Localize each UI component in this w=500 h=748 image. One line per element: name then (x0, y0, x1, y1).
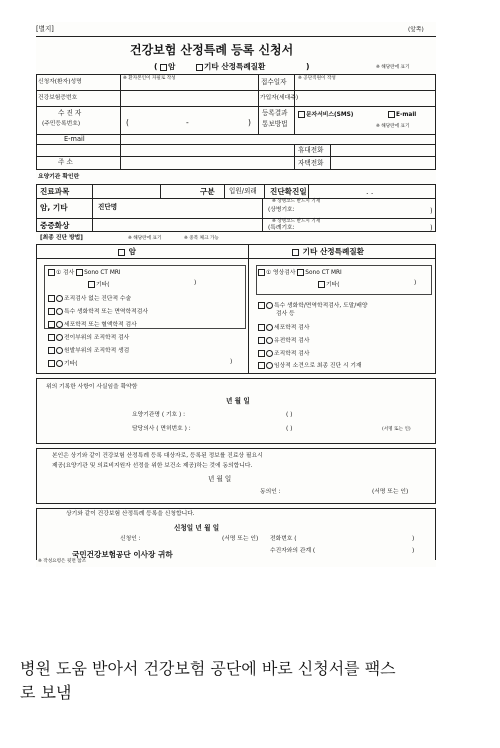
receipt-date-note: ※ 공단직원이 작성 (298, 76, 336, 81)
checkbox[interactable] (318, 281, 325, 288)
checkbox[interactable] (297, 269, 304, 276)
checkbox[interactable] (76, 269, 83, 276)
grid-line (294, 74, 295, 134)
other-column-title[interactable]: 기타 산정특례질환 (292, 248, 364, 256)
other-checkbox[interactable] (196, 64, 203, 71)
checkbox[interactable] (48, 360, 55, 367)
grid-line (308, 184, 309, 198)
cancer-item-7-close: ) (230, 359, 233, 365)
circle-marker-icon (56, 347, 63, 354)
circle-marker-icon (56, 334, 63, 341)
notify-note: ※ 해당란에 표기 (376, 124, 410, 129)
other-item-2[interactable]: 특수 생화학/면역학적검사, 도말/배양 (258, 302, 367, 310)
special-code-field[interactable] (304, 224, 428, 231)
home-phone-label: 자택전화 (298, 159, 324, 167)
checkbox[interactable] (48, 347, 55, 354)
applicant-sign: (서명 또는 인) (222, 536, 259, 542)
grid-line (294, 144, 295, 170)
circle-marker-icon (56, 295, 63, 302)
cancer-item-4[interactable]: 세포학적 또는 혈액학적 검사 (48, 321, 137, 329)
application-form-scan (36, 22, 436, 567)
insured-number-label: 건강보험증번호 (38, 95, 78, 101)
institution-name-field[interactable]: ( ) (286, 412, 293, 418)
apply-date[interactable]: 신청일 년 월 일 (174, 524, 220, 532)
institution-section-label: 요양기관 확인란 (38, 174, 80, 180)
checkbox[interactable] (258, 302, 265, 309)
checkbox[interactable] (48, 334, 55, 341)
checkbox[interactable] (258, 269, 265, 276)
other-item-1-close: ) (414, 280, 417, 286)
circle-marker-icon (266, 362, 273, 369)
institution-name-label: 요양기관명 ( 기호 ) : (132, 412, 186, 418)
disease-code-label: (상병기호: (268, 207, 295, 213)
applicant-label: 신청인 : (120, 536, 141, 542)
confirm-date-dots[interactable]: . . (366, 187, 374, 196)
checkbox[interactable] (48, 295, 55, 302)
checkbox[interactable] (258, 337, 265, 344)
severe-burn-label: 중증화상 (40, 221, 70, 230)
relation-close: ) (412, 548, 415, 554)
phone-label: 전화번호 ( (270, 536, 297, 542)
subtitle-other-option[interactable]: 기타 산정특례질환 (196, 63, 265, 71)
consent-agree-label: 동의인 : (260, 489, 281, 495)
notify-method-sub: 통보방법 (262, 120, 288, 128)
dept-field[interactable] (94, 186, 158, 196)
code-note-2: ※ 상병코드 반드시 기재 (272, 219, 321, 224)
patient-name-label: 신청자(환자)성명 (38, 79, 82, 85)
method-note-2: ※ 중복 체크 가능 (184, 236, 219, 241)
confirm-date[interactable]: 년 월 일 (226, 397, 250, 405)
other-item-5[interactable]: 조직학적 검사 (258, 350, 309, 358)
special-code-close: ) (430, 224, 433, 232)
mobile-label: 휴대전화 (298, 146, 324, 154)
circle-marker-icon (56, 321, 63, 328)
post-caption: 병원 도움 받아서 건강보험 공단에 바로 신청서를 팩스 로 보냄 (20, 659, 396, 702)
grid-line (36, 258, 436, 259)
consent-sign: (서명 또는 인) (372, 489, 409, 495)
patient-name-note: ※ 환자본인이 자필로 작성 (123, 76, 176, 81)
other-item-4[interactable]: 유전학적 검사 (258, 337, 309, 345)
other-item-6[interactable]: 임상적 소견으로 최종 진단 시 기재 (258, 362, 362, 370)
diagnosis-label: 진단명 (98, 203, 118, 211)
subtitle-cancer-option[interactable]: 암 (160, 63, 175, 71)
header-rule (36, 36, 436, 37)
grid-line (120, 74, 121, 170)
sms-checkbox[interactable] (298, 111, 305, 118)
relation-field[interactable] (332, 547, 408, 555)
circle-marker-icon (266, 324, 273, 331)
check-note: ※ 해당란에 표기 (376, 65, 410, 70)
rrn-dash: - (186, 118, 189, 127)
special-code-label: (특례기호: (268, 225, 295, 231)
circle-marker-icon (266, 337, 273, 344)
circle-marker-icon (266, 350, 273, 357)
cancer-other-label: 암, 기타 (40, 203, 68, 212)
category-label: 구분 (200, 187, 215, 196)
family-head-label: 가입자(세대주) (260, 95, 299, 101)
cancer-item-1-close: ) (194, 280, 197, 286)
email-label: E-mail (64, 135, 85, 143)
grid-line (36, 144, 436, 145)
rrn-label: 수 진 자 (58, 109, 82, 117)
sms-option[interactable]: 문자서비스(SMS) (298, 111, 353, 119)
grid-line (36, 198, 436, 199)
cancer-column-title[interactable]: 암 (118, 248, 136, 256)
family-head-field[interactable] (296, 92, 434, 104)
rrn-field[interactable] (132, 116, 244, 128)
cancer-column-checkbox[interactable] (118, 249, 125, 256)
grid-line (160, 184, 161, 198)
doctor-label: 담당의사 ( 면허번호 ) : (132, 426, 191, 432)
cancer-item-7[interactable]: 기타( (48, 360, 77, 368)
checkbox[interactable] (48, 321, 55, 328)
confirm-statement: 위의 기록한 사항이 사실임을 확약함 (46, 384, 138, 390)
dept-label: 진료과목 (40, 187, 70, 196)
checkbox[interactable] (258, 324, 265, 331)
patient-name-field[interactable] (122, 82, 256, 89)
circle-marker-icon (56, 360, 63, 367)
cancer-item-1[interactable]: ① 검사 Sono CT MRI (48, 269, 121, 277)
address-label: 주 소 (58, 158, 73, 166)
grid-line (264, 184, 265, 198)
other-item-1[interactable]: ① 영상검사 Sono CT MRI (258, 269, 342, 277)
grid-line (258, 74, 259, 134)
cancer-item-6[interactable]: 원발부위의 조직학적 생검 (48, 347, 129, 355)
home-phone-field[interactable] (332, 158, 434, 168)
cancer-item-2[interactable]: 조직검사 없는 진단적 수술 (48, 295, 131, 303)
other-item-1-other[interactable]: 기타( (318, 281, 339, 289)
footnote: ※ 작성요령은 뒷면 참조 (38, 559, 87, 564)
receipt-date-label: 접수일자 (261, 78, 287, 86)
subtitle-close: ) (306, 62, 310, 71)
attachment-label: [별지] (36, 25, 54, 33)
grid-line (330, 144, 331, 170)
consent-line-2: 제공(요양기관 및 의료비지원자 선정을 위한 보건소 제공)하는 것에 동의합니다. (52, 463, 253, 469)
cancer-checkbox[interactable] (160, 64, 167, 71)
method-note-1: ※ 해당란에 표기 (128, 236, 162, 241)
circle-marker-icon (56, 308, 63, 315)
circle-marker-icon (266, 302, 273, 309)
rrn-paren-close: ) (248, 118, 251, 127)
grid-line (248, 244, 249, 374)
cancer-item-5[interactable]: 전이부위의 조직학적 검사 (48, 334, 129, 342)
email-option[interactable]: E-mail (388, 111, 416, 119)
code-note-1: ※ 상병코드 반드시 기재 (272, 199, 321, 204)
recipient-label: 국민건강보험공단 이사장 귀하 (72, 550, 173, 559)
disease-code-close: ) (430, 207, 433, 215)
email-field[interactable] (122, 135, 434, 143)
checkbox[interactable] (48, 269, 55, 276)
grid-line (36, 106, 436, 107)
rrn-sub-label: (주민등록번호) (42, 121, 81, 127)
consent-line-1: 본인은 상기와 같이 건강보험 산정특례 등록 대상자로, 등록된 정보를 진료상 필요시 (52, 453, 263, 459)
other-column-checkbox[interactable] (292, 249, 299, 256)
consent-date[interactable]: 년 월 일 (208, 475, 232, 483)
checkbox[interactable] (258, 362, 265, 369)
phone-field[interactable] (312, 535, 408, 543)
front-side-label: (앞쪽) (408, 27, 424, 33)
grid-line (224, 184, 225, 198)
grid-line (92, 184, 93, 232)
form-title: 건강보험 산정특례 등록 신청서 (130, 43, 294, 57)
cancer-item-1-other[interactable]: 기타( (88, 281, 109, 289)
other-item-3[interactable]: 세포학적 검사 (258, 324, 309, 332)
doctor-sign: (서명 또는 인) (382, 427, 411, 432)
mobile-field[interactable] (332, 146, 434, 155)
grid-line (36, 90, 436, 91)
apply-statement: 상기와 같이 건강보험 산정특례 등록을 신청합니다. (66, 511, 195, 517)
cancer-item-3[interactable]: 특수 생화학적 또는 면역학적검사 (48, 308, 148, 316)
method-header: [최종 진단 방법] (40, 235, 83, 241)
confirm-date-label: 진단확진일 (270, 187, 307, 196)
disease-code-field[interactable] (304, 207, 428, 216)
checkbox[interactable] (258, 350, 265, 357)
doctor-field[interactable]: ( ) (286, 426, 293, 432)
inpatient-outpatient[interactable]: 입원/외래 (229, 187, 257, 195)
grid-line (36, 218, 436, 219)
checkbox[interactable] (88, 281, 95, 288)
grid-line (262, 198, 263, 232)
phone-close: ) (412, 536, 415, 542)
rrn-paren-open: ( (126, 118, 129, 127)
notify-method-label: 등록결과 (262, 109, 288, 117)
address-field[interactable] (122, 146, 292, 168)
insured-number-field[interactable] (122, 92, 256, 104)
subtitle-open: ( (154, 62, 158, 71)
diagnosis-field[interactable] (134, 201, 260, 216)
email-checkbox[interactable] (388, 111, 395, 118)
checkbox[interactable] (48, 308, 55, 315)
other-item-2-continued: 검사 등 (276, 311, 295, 317)
relation-label: 수진자와의 관계 ( (270, 548, 316, 554)
